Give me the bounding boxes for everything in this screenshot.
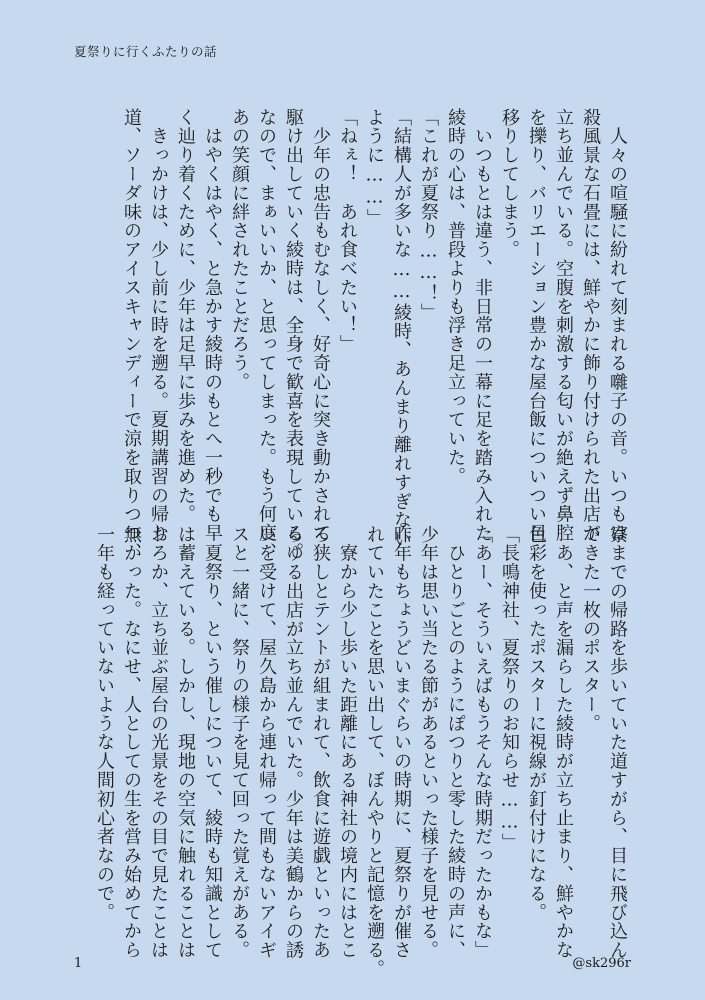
text-line: を擽り、バリエーション豊かな屋台飯についつい目 bbox=[526, 108, 547, 543]
text-line: なので、まぁいいか、と思ってしまった。もう何度、 bbox=[256, 108, 277, 562]
text-line: 「長鳴神社、夏祭りのお知らせ……」 bbox=[499, 525, 520, 853]
text-line: 夏祭り、という催しについて、綾時も知識として bbox=[202, 525, 223, 960]
text-line: 「これが夏祭り……！」 bbox=[418, 108, 439, 322]
text-line: 一年も経っていないような人間初心者なので。 bbox=[94, 525, 115, 922]
text-line: きっかけは、少し前に時を遡る。夏期講習の帰り bbox=[148, 108, 169, 543]
page-number: 1 bbox=[74, 956, 83, 971]
text-line: 立ち並んでいる。空腹を刺激する匂いが絶えず鼻腔 bbox=[553, 108, 574, 543]
text-line: れていたことを思い出して、ぼんやりと記憶を遡る。 bbox=[364, 525, 385, 979]
text-line: いを受けて、屋久島から連れ帰って間もないアイギ bbox=[256, 525, 277, 960]
text-line: 色彩を使ったポスターに視線が釘付けになる。 bbox=[526, 525, 547, 922]
page-title: 夏祭りに行くふたりの話 bbox=[74, 44, 218, 59]
text-line: 昨年もちょうどいまぐらいの時期に、夏祭りが催さ bbox=[391, 525, 412, 960]
text-line: 道、ソーダ味のアイスキャンディーで涼を取りつつ、 bbox=[121, 108, 142, 562]
text-line: 人々の喧騒に紛れて刻まれる囃子の音。いつもは bbox=[607, 108, 628, 543]
text-line: 移りしてしまう。 bbox=[499, 108, 520, 260]
text-line: 寮までの帰路を歩いていた道すがら、目に飛び込ん bbox=[607, 525, 628, 960]
text-line: できた一枚のポスター。 bbox=[580, 525, 601, 733]
text-line: いつもとは違う、非日常の一幕に足を踏み入れた bbox=[472, 108, 493, 543]
text-line: 少年は思い当たる節があるといった様子を見せる。 bbox=[418, 525, 439, 960]
text-line: 少年の忠告もむなしく、好奇心に突き動かされて bbox=[310, 108, 331, 543]
text-line: あ、と声を漏らした綾時が立ち止まり、鮮やかな bbox=[553, 525, 574, 960]
text-line: 殺風景な石畳には、鮮やかに飾り付けられた出店が bbox=[580, 108, 601, 543]
text-line: 「結構人が多いな……綾時、あんまり離れすぎない bbox=[391, 108, 412, 549]
text-line: 「ねぇ！ あれ食べたい！」 bbox=[337, 108, 358, 354]
text-line: 駆け出していく綾時は、全身で歓喜を表現している。 bbox=[283, 108, 304, 562]
text-line: 綾時の心は、普段よりも浮き足立っていた。 bbox=[445, 108, 466, 486]
text-line: おろか、立ち並ぶ屋台の光景をその目で見たことは bbox=[148, 525, 169, 960]
upper-text-block bbox=[118, 108, 631, 562]
text-line: ひとりごとのようにぽつりと零した綾時の声に、 bbox=[445, 525, 466, 960]
text-line: ように……」 bbox=[364, 108, 385, 228]
text-line: は蓄えている。しかし、現地の空気に触れることは bbox=[175, 525, 196, 960]
text-line: スと一緒に、祭りの様子を見て回った覚えがある。 bbox=[229, 525, 250, 960]
author-handle: @sk296r bbox=[572, 956, 631, 971]
text-line: く辿り着くために、少年は足早に歩みを進めた。 bbox=[175, 108, 196, 524]
text-line: ろ狭しとテントが組まれて、飲食に遊戯といったあ bbox=[310, 525, 331, 960]
text-line: らゆる出店が立ち並んでいた。少年は美鶴からの誘 bbox=[283, 525, 304, 960]
text-line: 無かった。なにせ、人としての生を営み始めてから bbox=[121, 525, 142, 960]
text-line: 寮から少し歩いた距離にある神社の境内にはとこ bbox=[337, 525, 358, 960]
text-line: はやくはやく、と急かす綾時のもとへ一秒でも早 bbox=[202, 108, 223, 543]
text-line: 「あー、そういえばもうそんな時期だったかもな」 bbox=[472, 525, 493, 960]
text-line: あの笑顔に絆されたことだろう。 bbox=[229, 108, 250, 392]
